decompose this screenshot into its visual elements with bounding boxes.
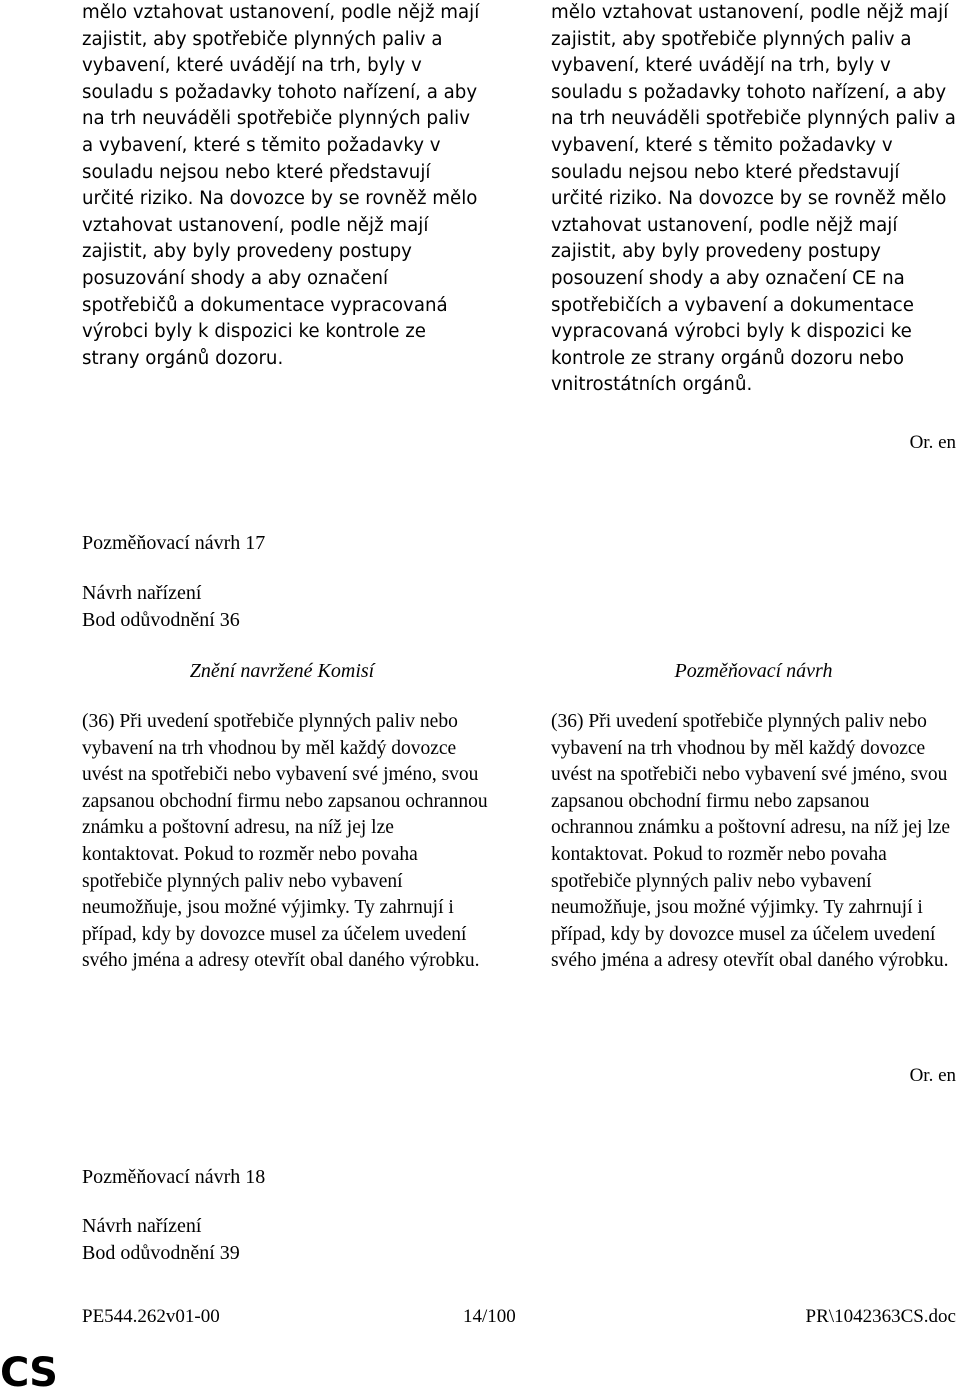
commission-text-column	[82, 709, 492, 975]
amendment-header: Pozměňovací návrh	[674, 660, 833, 682]
amendment-17-original-language: Or. en	[909, 1065, 956, 1086]
amendment-18-recital-label: Bod odůvodnění 39	[82, 1242, 240, 1264]
amendment-18-proposal-label: Návrh nařízení	[82, 1215, 202, 1237]
footer-file-name: PR\1042363CS.doc	[805, 1306, 956, 1327]
top-right-column	[551, 0, 956, 399]
amendment-text-column	[551, 709, 956, 975]
amendment-recital-text: (36) Při uvedení spotřebiče plynných paliv nebo vybavení na trh vhodnou by měl každý dovozce uvést na spotřebiči nebo vybavení své jméno, svou zapsanou obchodní firmu nebo zapsanou ochrannou známku a poštovní adresu, na níž jej lze kontaktovat. Pokud to rozměr nebo povaha spotřebiče plynných paliv nebo vybavení neumožňuje, jsou možné výjimky. Ty zahrnují i případ, kdy by dovozce musel za účelem uvedení svého jména a adresy otevřít obal daného výrobku.	[551, 711, 951, 972]
amendment-17-proposal-label: Návrh nařízení	[82, 582, 202, 604]
amendment-18-title: Pozměňovací návrh 18	[82, 1166, 266, 1188]
amendment-17-title: Pozměňovací návrh 17	[82, 532, 266, 554]
top-left-column	[82, 0, 482, 372]
top-original-language: Or. en	[909, 432, 956, 453]
top-right-text: mělo vztahovat ustanovení, podle nějž mají zajistit, aby spotřebiče plynných paliv a vybavení, které uvádějí na trh, byly v souladu s požadavky tohoto nařízení, a aby na trh neuváděli spotřebiče plynných paliv a vybavení, které s těmito požadavky v souladu nejsou nebo které představují určité riziko. Na dovozce by se rovněž mělo vztahovat ustanovení, podle nějž mají zajistit, aby byly provedeny postupy posouzení shody a aby označení CE na spotřebičích a vybavení a dokumentace vypracovaná výrobci byly k dispozici ke kontrole ze strany orgánů dozoru nebo vnitrostátních orgánů.	[551, 2, 956, 396]
amendment-17-recital-label: Bod odůvodnění 36	[82, 609, 240, 631]
top-left-text: mělo vztahovat ustanovení, podle nějž mají zajistit, aby spotřebiče plynných paliv a vybavení, které uvádějí na trh, byly v souladu s požadavky tohoto nařízení, a aby na trh neuváděli spotřebiče plynných paliv a vybavení, které s těmito požadavky v souladu nejsou nebo které představují určité riziko. Na dovozce by se rovněž mělo vztahovat ustanovení, podle nějž mají zajistit, aby byly provedeny postupy posuzování shody a aby označení spotřebičů a dokumentace vypracovaná výrobci byly k dispozici ke kontrole ze strany orgánů dozoru.	[82, 2, 480, 369]
commission-recital-text: (36) Při uvedení spotřebiče plynných paliv nebo vybavení na trh vhodnou by měl každý dovozce uvést na spotřebiči nebo vybavení své jméno, svou zapsanou obchodní firmu nebo zapsanou ochrannou známku a poštovní adresu, na níž jej lze kontaktovat. Pokud to rozměr nebo povaha spotřebiče plynných paliv nebo vybavení neumožňuje, jsou možné výjimky. Ty zahrnují i případ, kdy by dovozce musel za účelem uvedení svého jména a adresy otevřít obal daného výrobku.	[82, 711, 488, 972]
footer-language-code: CS	[0, 1350, 57, 1396]
commission-text-header: Znění navržené Komisí	[189, 660, 375, 682]
footer-page-number: 14/100	[463, 1306, 516, 1327]
footer-doc-ref: PE544.262v01-00	[82, 1306, 220, 1327]
